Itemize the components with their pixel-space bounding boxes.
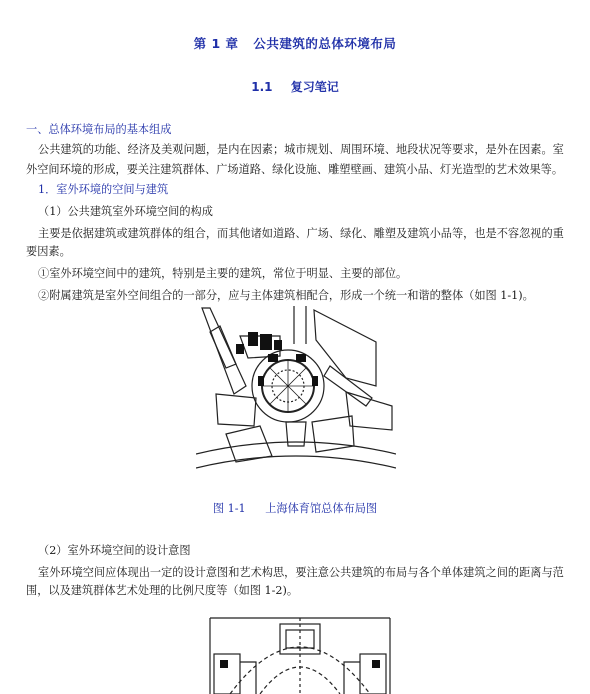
- point-1: ①室外环境空间中的建筑，特别是主要的建筑，常位于明显、主要的部位。: [38, 267, 408, 280]
- subheading-1: 1．室外环境的空间与建筑: [38, 183, 169, 196]
- figure-1-caption: [0, 500, 590, 516]
- point-2: ②附属建筑是室外空间组合的一部分，应与主体建筑相配合，形成一个统一和谐的整体（如图 1-1)。: [38, 289, 534, 302]
- figure-1-title: 上海体育馆总体布局图: [265, 502, 378, 515]
- para-2-line-2: 要因素。: [26, 245, 71, 258]
- section-name: 复习笔记: [290, 80, 339, 94]
- chapter-title: [0, 34, 590, 52]
- para-2-line-1: 主要是依据建筑或建筑群体的组合，而其他诸如道路、广场、绿化、雕塑及建筑小品等，也是不容忽视的重: [38, 227, 564, 240]
- site-plan-drawing-2: [190, 610, 410, 694]
- section-title: [0, 78, 590, 95]
- item-1: （1）公共建筑室外环境空间的构成: [38, 205, 213, 218]
- site-plan-drawing: [196, 306, 396, 486]
- chapter-number: 第 1 章: [193, 36, 239, 51]
- section-number: 1.1: [251, 80, 273, 94]
- para-3-line-1: 室外环境空间应体现出一定的设计意图和艺术构思，要注意公共建筑的布局与各个单体建筑之间的距离与范: [38, 566, 564, 579]
- para-3-line-2: 围，以及建筑群体艺术处理的比例尺度等（如图 1-2)。: [26, 584, 299, 597]
- chapter-name: 公共建筑的总体环境布局: [253, 36, 397, 51]
- item-2: （2）室外环境空间的设计意图: [38, 544, 191, 557]
- para-1-line-2: 外空间环境的形成，要关注建筑群体、广场道路、绿化设施、雕塑壁画、建筑小品、灯光造型的艺术效果等。: [26, 163, 564, 176]
- figure-1-number: 图 1-1: [212, 502, 246, 515]
- para-1-line-1: 公共建筑的功能、经济及美观问题，是内在因素；城市规划、周围环境、地段状况等要求，是外在因素。室: [38, 143, 564, 156]
- heading-1: 一、总体环境布局的基本组成: [26, 123, 172, 136]
